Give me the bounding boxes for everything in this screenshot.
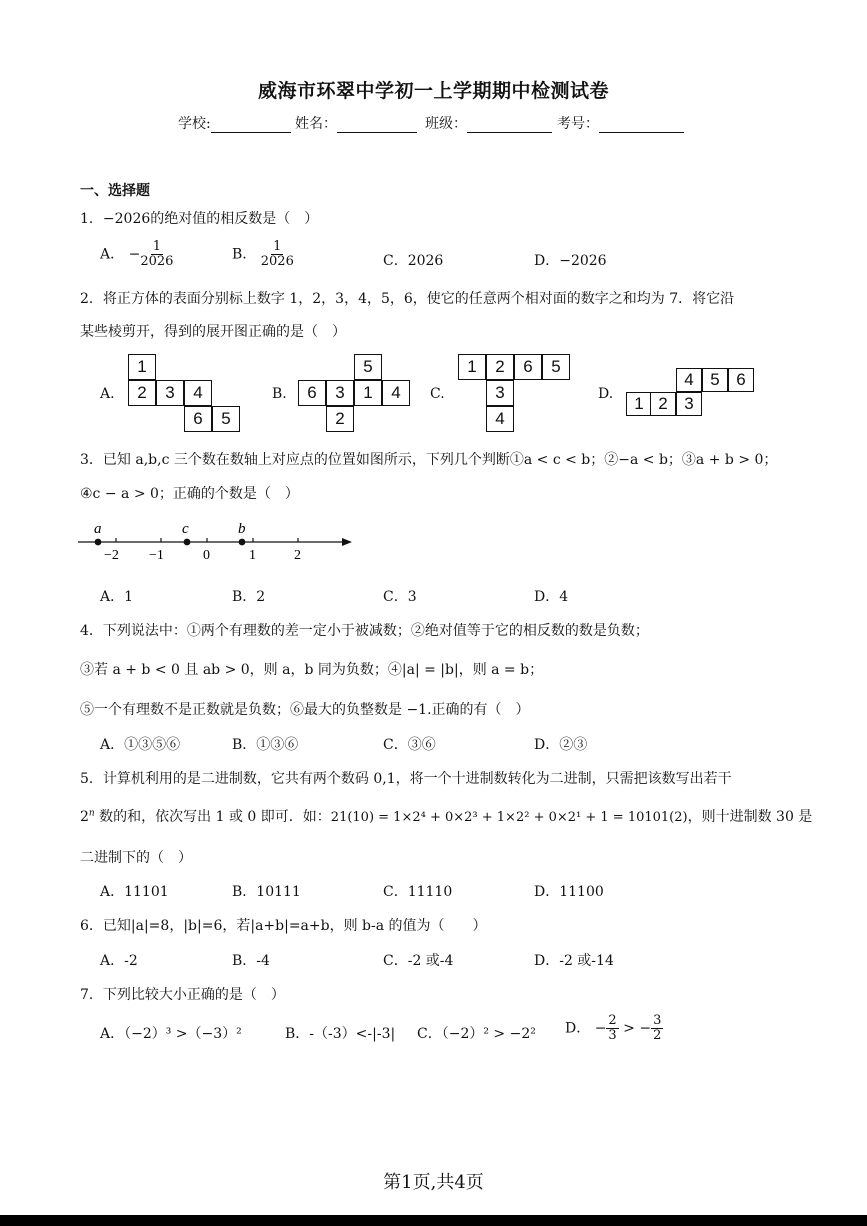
net-d-cell: 2: [650, 392, 676, 416]
school-blank[interactable]: [211, 118, 291, 133]
q1-option-c[interactable]: C．2026: [383, 253, 444, 269]
name-label: 姓名：: [295, 116, 337, 132]
q7-option-a[interactable]: A．（−2）³ >（−3）²: [100, 1026, 242, 1042]
q1-option-b[interactable]: [232, 240, 294, 269]
net-a-cell: 1: [128, 354, 156, 380]
q7-d-operator: >: [623, 1020, 635, 1037]
net-b-cell: 1: [354, 380, 382, 406]
tick-label: −1: [149, 548, 164, 563]
point-a: [95, 539, 102, 546]
q1-b-num: 1: [273, 239, 282, 254]
q7-option-d-label: D．: [565, 1020, 591, 1037]
net-d-cell: 6: [728, 368, 754, 392]
q1-option-b-fraction: [261, 240, 294, 269]
net-a-cell: 5: [212, 406, 240, 432]
q1-b-den: 2026: [260, 254, 294, 269]
q7-option-b[interactable]: B．-（-3）<-|-3|: [285, 1026, 396, 1042]
q5-line3: 二进制下的（ ）: [80, 850, 192, 866]
q1-option-a-label: A．: [100, 246, 125, 263]
net-c-cell: 2: [486, 354, 514, 380]
q6-option-a[interactable]: A．-2: [100, 953, 138, 969]
q4-line2: ③若 a + b < 0 且 ab > 0，则 a，b 同为负数；④|a| = |b|，则 a = b；: [80, 662, 544, 678]
q5-exponent: n: [88, 808, 95, 819]
q4-line1: 4．下列说法中：①两个有理数的差一定小于被减数；②绝对值等于它的相反数的数是负数；: [80, 623, 649, 639]
q2-option-c-label[interactable]: C.: [430, 386, 445, 402]
net-b-cell: 4: [382, 380, 410, 406]
q3-stem-line2: ④c − a > 0；正确的个数是（ ）: [80, 486, 299, 502]
q1-a-den: 2026: [140, 254, 174, 269]
net-b-cell: 3: [326, 380, 354, 406]
point-c-label: c: [182, 521, 189, 537]
q5-option-d[interactable]: D．11100: [534, 884, 604, 900]
net-c-cell: 3: [486, 380, 514, 406]
q2-stem-line1: 2．将正方体的表面分别标上数字 1，2，3，4，5，6，使它的任意两个相对面的数字之和均为 7．将它沿: [80, 291, 735, 307]
tick-label: 1: [249, 548, 256, 563]
q1-option-a-fraction: [140, 240, 173, 269]
net-a-cell: 4: [184, 380, 212, 406]
point-c: [184, 539, 191, 546]
q7-d-fraction-2: [651, 1014, 663, 1043]
tick-label: 0: [203, 548, 210, 563]
q7-option-c[interactable]: C．（−2）² > −2²: [417, 1026, 536, 1042]
q3-stem-line1: 3．已知 a,b,c 三个数在数轴上对应点的位置如图所示，下列几个判断①a < c < b；②−a < b；③a + b > 0；: [80, 452, 778, 468]
q5-line2: [80, 806, 812, 826]
net-c-cell: 1: [458, 354, 486, 380]
q7-d-den2: 2: [653, 1028, 662, 1043]
section-heading: 一、选择题: [80, 183, 150, 199]
q5-option-b[interactable]: B．10111: [232, 884, 301, 900]
q1-option-a-sign: −: [128, 246, 141, 263]
q3-option-a[interactable]: A．1: [100, 589, 134, 605]
q4-option-a[interactable]: A．①③⑤⑥: [100, 737, 181, 753]
q3-option-d[interactable]: D．4: [534, 589, 569, 605]
q2-stem-line2: 某些棱剪开，得到的展开图正确的是（ ）: [80, 324, 346, 340]
q5-formula: 21(10) = 1×2⁴ + 0×2³ + 1×2² + 0×2¹ + 1 = 10101(2): [330, 810, 688, 825]
q6-option-b[interactable]: B．-4: [232, 953, 270, 969]
net-c-cell: 6: [514, 354, 542, 380]
point-b-label: b: [238, 521, 246, 537]
axis-arrow: [342, 538, 352, 546]
name-field: [295, 113, 417, 133]
net-d-cell: 5: [702, 368, 728, 392]
net-c-cell: 4: [486, 406, 514, 432]
exam-number-blank[interactable]: [599, 118, 684, 133]
net-a-cell: 2: [128, 380, 156, 406]
name-blank[interactable]: [337, 118, 417, 133]
net-d-cell: 4: [676, 368, 702, 392]
page-footer: 第1页,共4页: [383, 1172, 484, 1193]
q4-option-d[interactable]: D．②③: [534, 737, 588, 753]
q1-option-d[interactable]: D．−2026: [534, 253, 607, 269]
class-label: 班级：: [425, 116, 467, 132]
q2-option-d-label[interactable]: D.: [598, 386, 614, 402]
net-a-cell: 3: [156, 380, 184, 406]
q7-d-den1: 3: [608, 1028, 617, 1043]
bottom-border: [0, 1215, 867, 1226]
q2-option-b-label[interactable]: B.: [272, 386, 287, 402]
net-d-cell: 1: [626, 392, 652, 416]
q1-option-b-label: B．: [232, 246, 257, 263]
q1-stem: 1．−2026的绝对值的相反数是（ ）: [80, 211, 319, 227]
q6-stem: 6．已知|a|=8，|b|=6，若|a+b|=a+b，则 b-a 的值为（ ）: [80, 918, 487, 934]
q3-number-line: [76, 518, 356, 566]
q7-option-d[interactable]: D． − $\frac{2}{3}$ > − $\frac{3}{2}$: [565, 1013, 662, 1043]
q6-option-c[interactable]: C．-2 或-4: [383, 953, 454, 969]
q7-stem: 7．下列比较大小正确的是（ ）: [80, 987, 285, 1003]
net-b-cell: 2: [326, 406, 354, 432]
q3-option-c[interactable]: C．3: [383, 589, 417, 605]
q4-line3: ⑤一个有理数不是正数就是负数；⑥最大的负整数是 −1.正确的有（ ）: [80, 702, 530, 718]
q1-a-num: 1: [152, 239, 161, 254]
q7-d-num2: 3: [653, 1013, 662, 1028]
net-b-cell: 5: [354, 354, 382, 380]
q3-option-b[interactable]: B．2: [232, 589, 266, 605]
q7-d-fraction-1: [606, 1014, 618, 1043]
q1-option-a[interactable]: [100, 240, 173, 269]
class-blank[interactable]: [467, 118, 552, 133]
net-d-cell: 3: [676, 392, 702, 416]
net-a-cell: 6: [184, 406, 212, 432]
exam-number-field: [557, 113, 684, 133]
q7-d-num1: 2: [608, 1013, 617, 1028]
q2-option-a-label[interactable]: A.: [100, 386, 115, 402]
tick-label: 2: [294, 548, 301, 563]
school-field: [178, 113, 291, 133]
q5-option-c[interactable]: C．11110: [383, 884, 453, 900]
exam-title: 威海市环翠中学初一上学期期中检测试卷: [257, 80, 609, 102]
school-label: 学校:: [178, 116, 211, 132]
net-b-cell: 6: [298, 380, 326, 406]
q5-text-end: ，则十进制数 30 是: [687, 809, 813, 825]
point-b: [239, 539, 246, 546]
net-c-cell: 5: [542, 354, 570, 380]
q6-option-d[interactable]: D．-2 或-14: [534, 953, 614, 969]
q5-option-a[interactable]: A．11101: [100, 884, 169, 900]
exam-number-label: 考号：: [557, 116, 599, 132]
tick-label: −2: [104, 548, 119, 563]
q4-option-b[interactable]: B．①③⑥: [232, 737, 299, 753]
q5-line1: 5．计算机利用的是二进制数，它共有两个数码 0,1，将一个十进制数转化为二进制，只需把该数写出若干: [80, 771, 732, 787]
class-field: [425, 113, 552, 133]
q5-text: 数的和，依次写出 1 或 0 即可．如：: [94, 809, 331, 825]
q5-base: 2: [80, 809, 89, 825]
point-a-label: a: [94, 521, 102, 537]
q4-option-c[interactable]: C．③⑥: [383, 737, 436, 753]
